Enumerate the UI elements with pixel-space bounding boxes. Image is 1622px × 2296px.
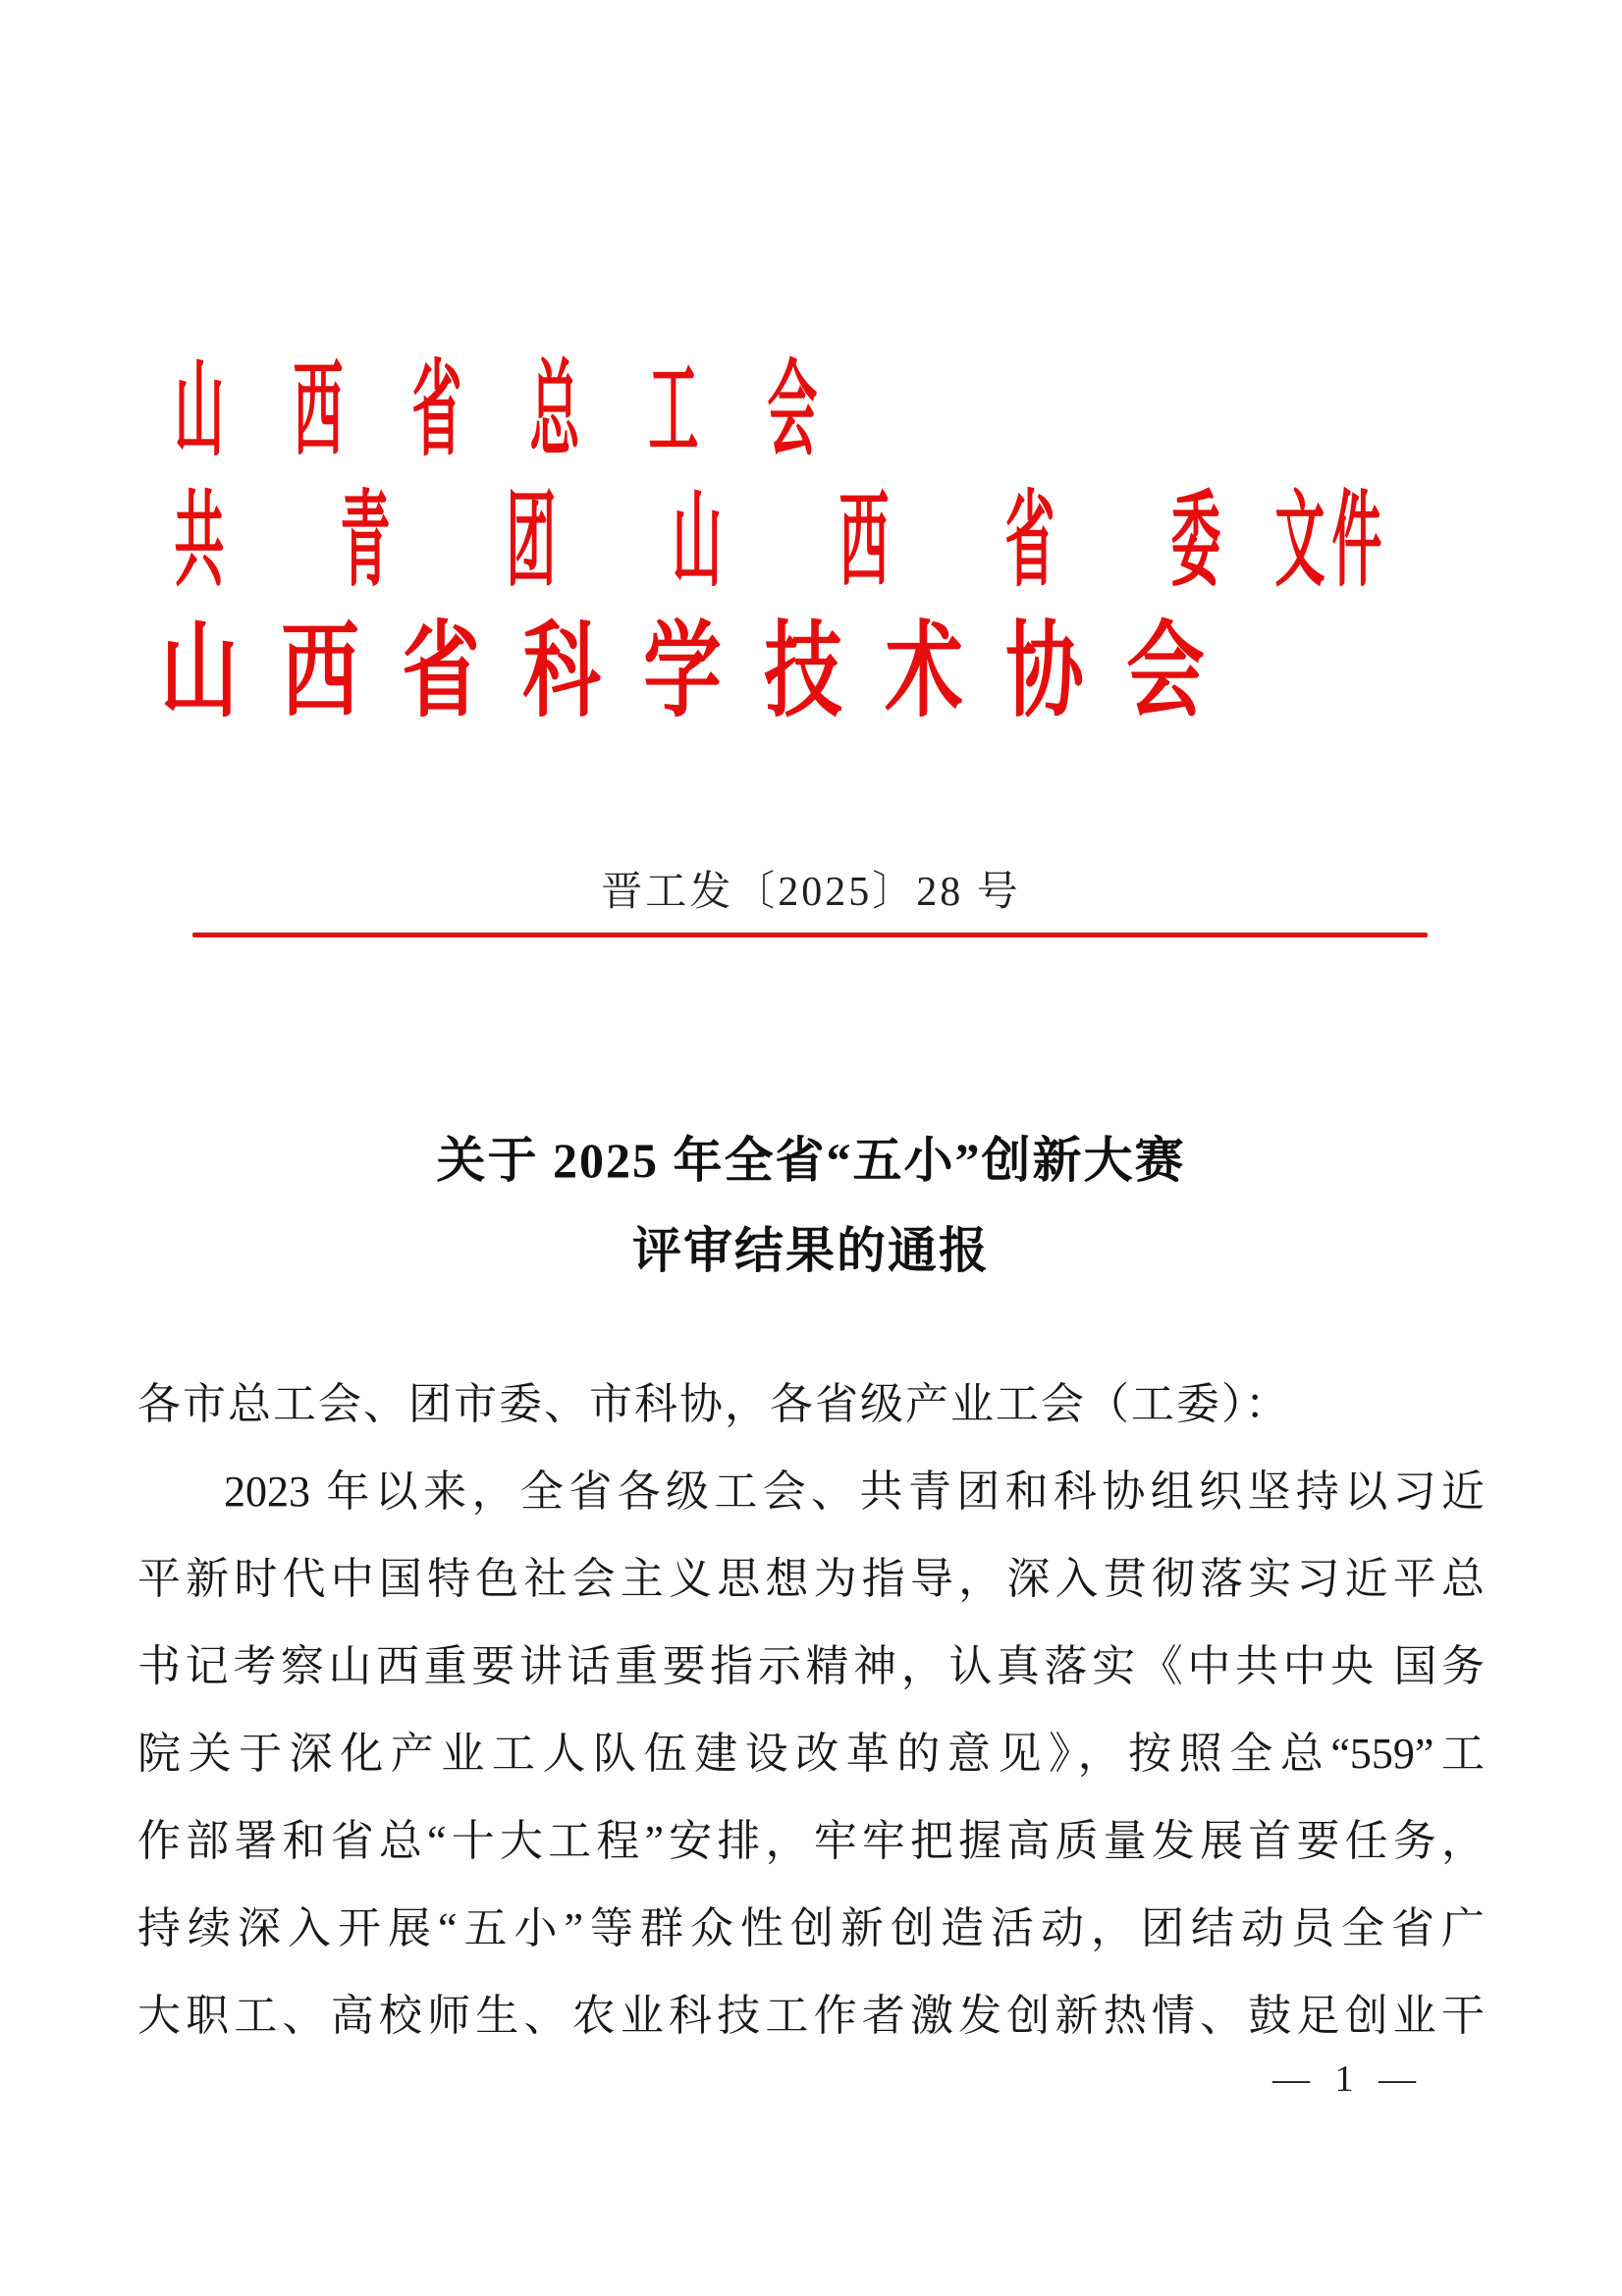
body-line: 2023 年以来，全省各级工会、共青团和科协组织坚持以习近 bbox=[224, 1468, 1485, 1516]
letterhead-line-3: 山 西 省 科 学 技 术 协 会 bbox=[160, 614, 1205, 729]
document-title bbox=[0, 1115, 1622, 1296]
document-number: 晋工发〔2025〕28 号 bbox=[601, 870, 1021, 915]
letterhead bbox=[147, 353, 1409, 729]
document-body bbox=[137, 1361, 1485, 2059]
body-line: 作部署和省总“十大工程”安排，牢牢把握高质量发展首要任务， bbox=[137, 1817, 1485, 1865]
page-number: — 1 — bbox=[1272, 2058, 1424, 2100]
red-divider-line bbox=[192, 933, 1428, 937]
document-title-line-2: 评审结果的通报 bbox=[632, 1223, 990, 1278]
letterhead-line-2-org: 共 青 团 山 西 省 委 bbox=[174, 484, 1221, 599]
body-line: 书记考察山西重要讲话重要指示精神，认真落实《中共中央 国务 bbox=[137, 1642, 1485, 1690]
letterhead-line-2 bbox=[147, 484, 1409, 599]
letterhead-line-1: 山 西 省 总 工 会 bbox=[174, 353, 818, 468]
body-line: 平新时代中国特色社会主义思想为指导，深入贯彻落实习近平总 bbox=[137, 1555, 1485, 1603]
body-line: 院关于深化产业工人队伍建设改革的意见》，按照全总“559”工 bbox=[137, 1730, 1485, 1778]
salutation-line: 各市总工会、团市委、市科协，各省级产业工会（工委）： bbox=[137, 1380, 1290, 1428]
letterhead-line-2-wenjian: 文 件 bbox=[1274, 484, 1382, 599]
body-line: 持续深入开展“五小”等群众性创新创造活动，团结动员全省广 bbox=[137, 1904, 1485, 1952]
body-line: 大职工、高校师生、农业科技工作者激发创新热情、鼓足创业干 bbox=[137, 1992, 1485, 2040]
document-title-line-1: 关于 2025 年全省“五小”创新大赛 bbox=[436, 1133, 1186, 1188]
